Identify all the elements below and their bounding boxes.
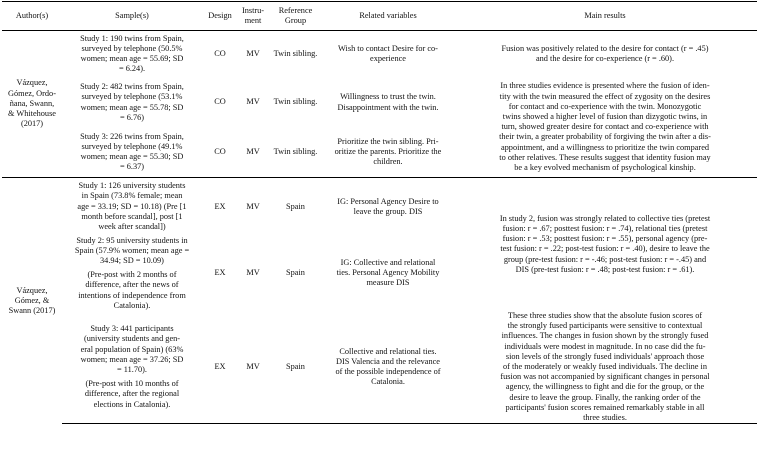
related-cell: IG: Collective and relational ties. Personal Agency Mobility measure DIS bbox=[336, 257, 440, 288]
instrument-cell: MV bbox=[238, 311, 268, 424]
results-cell: In three studies evidence is presented where the fusion of iden- tity with the twin measured the effect of zygosity on the desires for contact and co-experience with the twin. Monozygotic twins showed a higher level of fusion than dizygotic twins, in turn, showed greater desire for contact and co-experience with their twin, a greater probability of forgiving the twin after a dis- appointment, and a willingness to prioritize the twin compared to other relatives. These results suggest that identity fusion may be a key evolved mechanism of psychological kinship. bbox=[499, 81, 711, 172]
author-cell: Vázquez, Gómez, Ordo- ñana, Swann, & Whitehouse (2017) bbox=[7, 78, 56, 129]
sample-cell bbox=[62, 311, 202, 424]
design-cell: CO bbox=[214, 97, 226, 107]
design-cell: EX bbox=[202, 311, 238, 424]
table-row bbox=[2, 178, 757, 236]
results-cell: Fusion was positively related to the desire for contact (r = .45) and the desire for co-experience (r = .60). bbox=[501, 44, 709, 64]
header-row bbox=[2, 2, 757, 31]
instrument-cell: MV bbox=[238, 178, 268, 236]
instrument-cell: MV bbox=[246, 268, 260, 278]
table-row bbox=[2, 311, 757, 424]
header-design: Design bbox=[202, 2, 238, 31]
header-author: Author(s) bbox=[2, 2, 62, 31]
related-cell: Wish to contact Desire for co- experience bbox=[338, 44, 438, 64]
header-instrument: Instru- ment bbox=[238, 2, 268, 31]
table-row bbox=[2, 78, 757, 128]
results-cell: In study 2, fusion was strongly related to collective ties (pretest fusion: r = .67; posttest fusion: r = .74), relational ties (pretest fusion: r = .53; posttest fusion: r = .55), personal agency (pre- test fusion: r = .22; post-test fusion: r = .40), desire to leave the group (pre-test fusion: r = -.46; post-test fusion: r = -.45) and DIS (pre-test fusion: r = .48; post-test fusion: r = .61). bbox=[453, 178, 757, 311]
sample-text: Study 3: 441 participants (university students and gen- eral population of Spain) (63% women; mean age = 37.26; SD = 11.70). bbox=[80, 324, 184, 375]
related-cell: Willingness to trust the twin. Disappointment with the twin. bbox=[337, 92, 439, 112]
design-cell: EX bbox=[202, 178, 238, 236]
related-cell: Prioritize the twin sibling. Pri- oritize the parents. Prioritize the children. bbox=[334, 136, 442, 167]
sample-cell: Study 1: 126 university students in Spain (73.8% female; mean age = 33.19; SD = 10.18) (Pre [1 month before scandal], post [1 week after scandal]) bbox=[62, 178, 202, 236]
instrument-cell: MV bbox=[246, 49, 260, 59]
design-cell: CO bbox=[214, 49, 226, 59]
reference-cell: Spain bbox=[268, 178, 323, 236]
header-sample: Sample(s) bbox=[62, 2, 202, 31]
instrument-cell: MV bbox=[246, 97, 260, 107]
header-results: Main results bbox=[453, 2, 757, 31]
design-cell: EX bbox=[214, 268, 226, 278]
instrument-cell: MV bbox=[246, 147, 260, 157]
sample-cell: Study 2: 482 twins from Spain, surveyed by telephone (53.1% women; mean age = 55.78; SD = 6.76) bbox=[80, 82, 184, 122]
sample-cell: Study 3: 226 twins from Spain, surveyed by telephone (49.1% women; mean age = 55.30; SD = 6.37) bbox=[80, 131, 184, 172]
header-reference: Reference Group bbox=[268, 2, 323, 31]
related-cell: IG: Personal Agency Desire to leave the group. DIS bbox=[323, 178, 453, 236]
author-cell: Vázquez, Gómez, & Swann (2017) bbox=[2, 178, 62, 424]
reference-cell: Twin sibling. bbox=[273, 49, 318, 59]
related-cell: Collective and relational ties. DIS Valencia and the relevance of the possible independence of Catalonia. bbox=[323, 311, 453, 424]
sample-text: Study 2: 95 university students in Spain (57.9% women; mean age = 34.94; SD = 10.09) bbox=[74, 235, 190, 265]
reference-cell: Spain bbox=[268, 311, 323, 424]
sample-cell: Study 1: 190 twins from Spain, surveyed by telephone (50.5% women; mean age = 55.69; SD = 6.24). bbox=[80, 33, 184, 74]
header-related: Related variables bbox=[323, 2, 453, 31]
studies-table bbox=[2, 1, 757, 424]
table-row bbox=[2, 31, 757, 78]
design-cell: CO bbox=[214, 147, 226, 157]
results-cell: These three studies show that the absolute fusion scores of the strongly fused participants were sensitive to contextual influences. The changes in fusion shown by the strongly fused individuals were modest in magnitude. In no case did the fu- sion levels of the strongly fused individuals' approach those of the moderately or weakly fused individuals. The decline in fusion was not accompanied by significant changes in personal agency, the willingness to fight and die for the group, or the desire to leave the group. Finally, the ranking order of the participants' fusion scores remained remarkably stable in all three studies. bbox=[453, 311, 757, 424]
reference-cell: Twin sibling. bbox=[273, 97, 318, 107]
sample-note: (Pre-post with 2 months of difference, after the news of intentions of independence from Catalonia). bbox=[78, 270, 186, 310]
reference-cell: Spain bbox=[286, 268, 305, 278]
sample-cell bbox=[62, 236, 202, 311]
reference-cell: Twin sibling. bbox=[273, 147, 318, 157]
sample-note: (Pre-post with 10 months of difference, after the regional elections in Catalonia). bbox=[84, 379, 180, 409]
